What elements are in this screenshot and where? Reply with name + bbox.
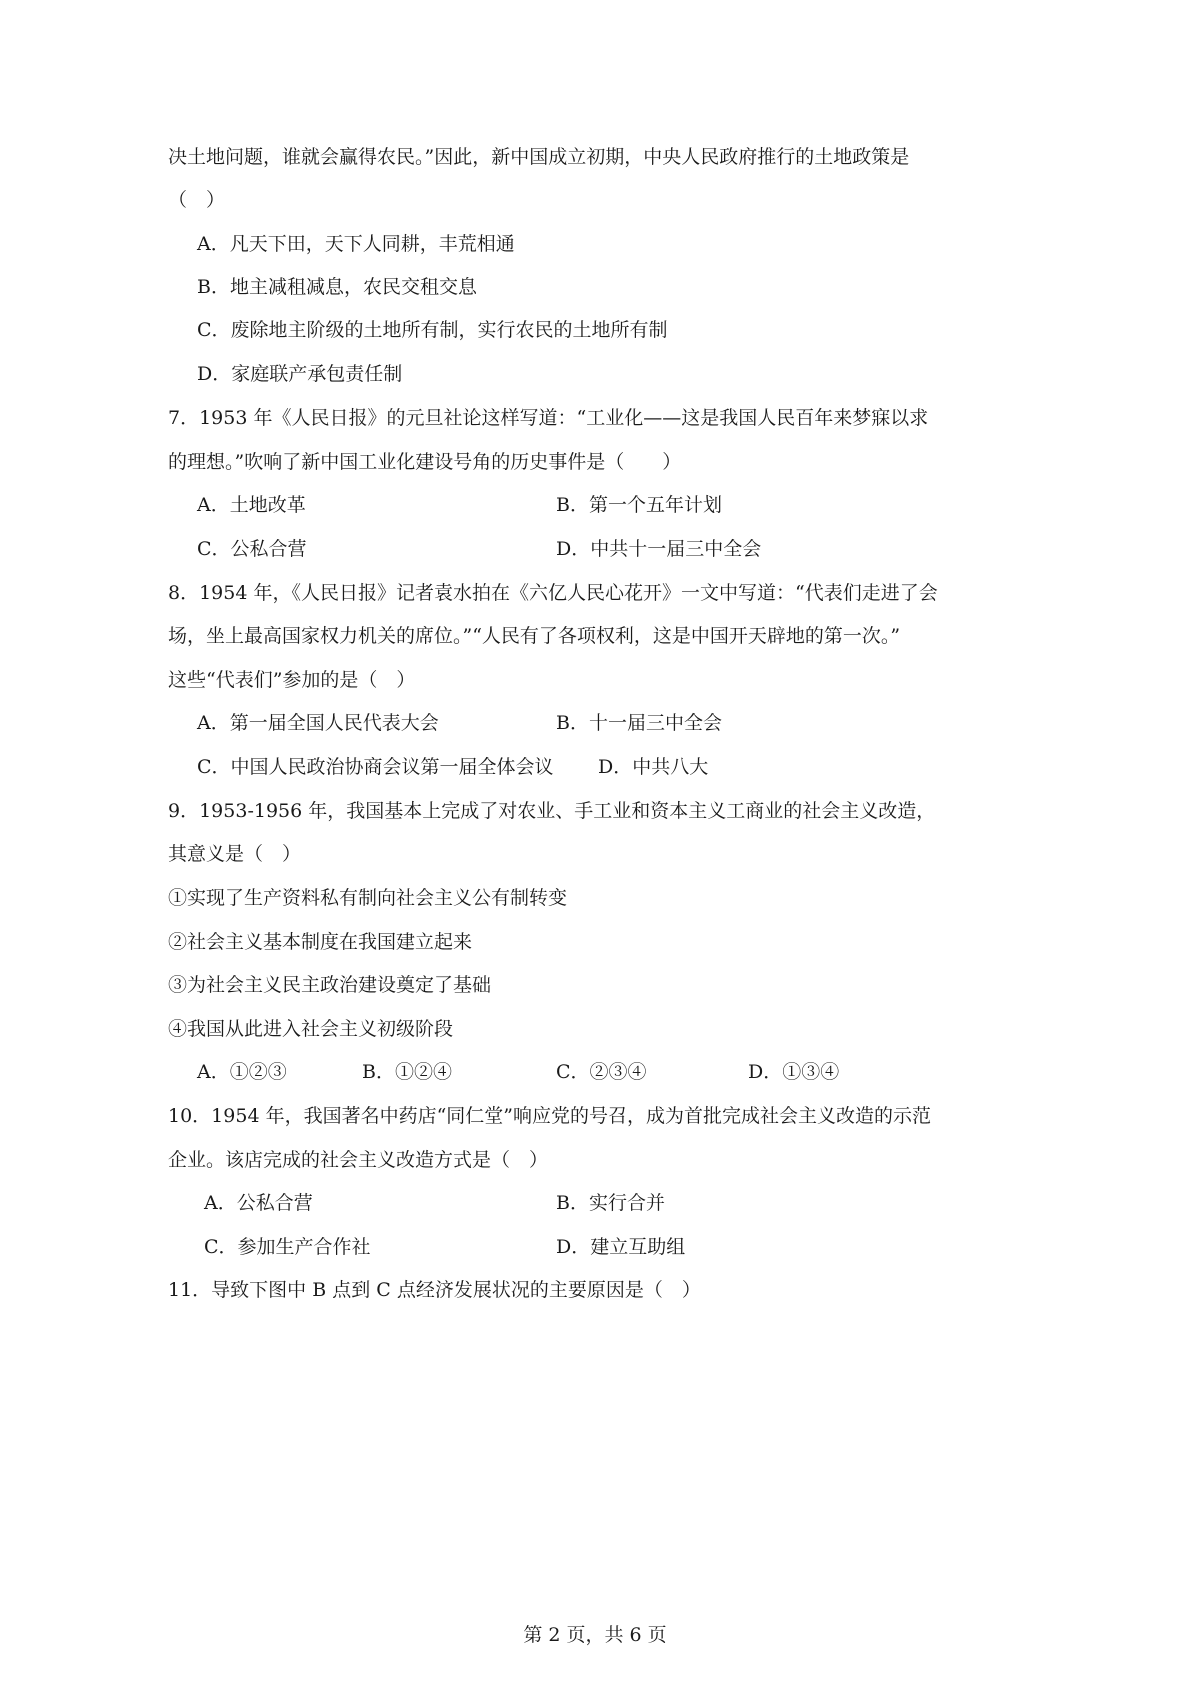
question-7-text-line2: 的理想。”吹响了新中国工业化建设号角的历史事件是（ ） — [168, 451, 682, 473]
question-9-text-line1: 9．1953-1956 年，我国基本上完成了对农业、手工业和资本主义工商业的社会主义改造， — [168, 800, 936, 822]
question-8-option-b: B．十一届三中全会 — [556, 712, 722, 734]
question-7-text-line1: 7．1953 年《人民日报》的元旦社论这样写道：“工业化——这是我国人民百年来梦寐以求 — [168, 407, 929, 429]
question-9-option-d: D．①③④ — [748, 1061, 840, 1083]
question-9-item-2: ②社会主义基本制度在我国建立起来 — [168, 931, 473, 953]
question-9-item-4: ④我国从此进入社会主义初级阶段 — [168, 1018, 454, 1040]
question-9-option-a: A．①②③ — [197, 1061, 287, 1083]
question-7-option-c: C．公私合营 — [197, 538, 307, 560]
question-9-option-c: C．②③④ — [556, 1061, 647, 1083]
question-7-option-a: A．土地改革 — [197, 494, 306, 516]
question-8-text-line3: 这些“代表们”参加的是（ ） — [168, 669, 416, 691]
question-9-item-1: ①实现了生产资料私有制向社会主义公有制转变 — [168, 887, 568, 909]
question-10-text-line2: 企业。该店完成的社会主义改造方式是（ ） — [168, 1149, 549, 1171]
question-10-option-c: C．参加生产合作社 — [204, 1236, 371, 1258]
question-9-text-line2: 其意义是（ ） — [168, 843, 302, 865]
question-10-option-d: D．建立互助组 — [556, 1236, 686, 1258]
question-7-option-b: B．第一个五年计划 — [556, 494, 722, 516]
question-10-option-b: B．实行合并 — [556, 1192, 665, 1214]
question-8-option-a: A．第一届全国人民代表大会 — [197, 712, 439, 734]
question-6-option-a: A．凡天下田，天下人同耕，丰荒相通 — [197, 233, 515, 255]
question-6-option-c: C．废除地主阶级的土地所有制，实行农民的土地所有制 — [197, 319, 668, 341]
question-8-option-c: C．中国人民政治协商会议第一届全体会议 — [197, 756, 554, 778]
question-6-text-line1: 决土地问题，谁就会赢得农民。”因此，新中国成立初期，中央人民政府推行的土地政策是 — [168, 146, 910, 168]
question-10-text-line1: 10．1954 年，我国著名中药店“同仁堂”响应党的号召，成为首批完成社会主义改造的示范 — [168, 1105, 931, 1127]
question-6-option-b: B．地主减租减息，农民交租交息 — [197, 276, 477, 298]
question-8-option-d: D．中共八大 — [598, 756, 709, 778]
question-8-text-line1: 8．1954 年，《人民日报》记者袁水拍在《六亿人民心花开》一文中写道：“代表们走进了会 — [168, 582, 938, 604]
question-9-option-b: B．①②④ — [362, 1061, 452, 1083]
question-10-option-a: A．公私合营 — [204, 1192, 313, 1214]
question-11-text-line1: 11．导致下图中 B 点到 C 点经济发展状况的主要原因是（ ） — [168, 1279, 701, 1301]
page-number-footer: 第 2 页，共 6 页 — [523, 1624, 667, 1646]
question-7-option-d: D．中共十一届三中全会 — [556, 538, 762, 560]
question-9-item-3: ③为社会主义民主政治建设奠定了基础 — [168, 974, 492, 996]
question-6-option-d: D．家庭联产承包责任制 — [197, 363, 403, 385]
question-8-text-line2: 场，坐上最高国家权力机关的席位。”“人民有了各项权利，这是中国开天辟地的第一次。” — [168, 625, 901, 647]
question-6-text-line2: （ ） — [168, 189, 226, 211]
